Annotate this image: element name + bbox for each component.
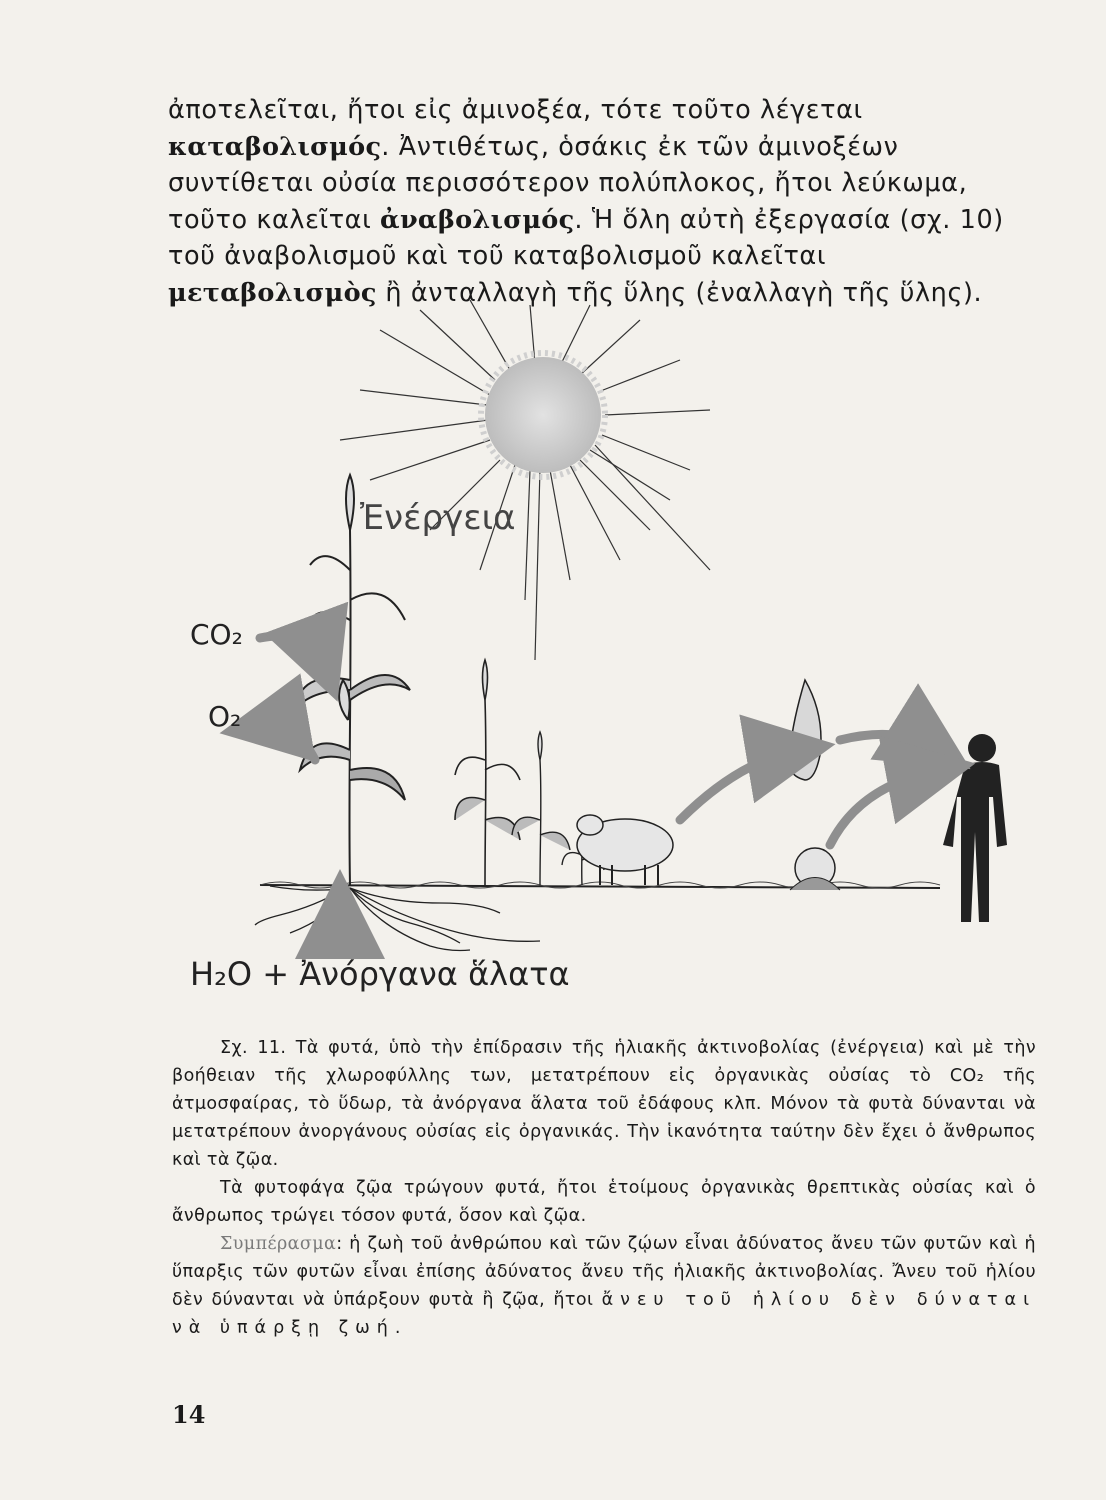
sun-shape (485, 357, 601, 473)
sheep (577, 815, 673, 885)
vegetable (790, 848, 840, 890)
conclusion-spaced: ἄνευ τοῦ ἡλίου δὲν δύναται νὰ ὑπάρξῃ ζωή. (172, 1290, 1037, 1338)
energy-label: Ἐνέργεια (360, 498, 516, 538)
figure-caption (172, 1034, 1036, 1342)
page-number: 14 (172, 1400, 206, 1429)
human-silhouette (943, 734, 1007, 922)
conclusion-text: : ἡ ζωὴ τοῦ ἀνθρώπου καὶ τῶν ζῴων εἶναι ἀδύνατος ἄνευ τῶν φυτῶν καὶ ἡ ὕπαρξις τῶν φυτῶν εἶναι ἐπίσης ἀδύνατος ἄνευ τῆς ἡλιακῆς ἀκτινοβολίας. Ἄνευ τοῦ ἡλίου δὲν δύνανται νὰ ὑπάρξουν φυτὰ ἢ ζῷα, ἤτοι (172, 1234, 1036, 1310)
intro-text-4: ἢ ἀνταλλαγὴ τῆς ὕλης (ἐναλλαγὴ τῆς ὕλης). (376, 277, 983, 308)
intro-text-2: . Ἀντιθέτως, ὁσάκις ἐκ τῶν ἀμινοξέων συντίθεται οὐσία περισσότερον πολύπλοκος, ἤτοι λεύκωμα, τοῦτο καλεῖται (168, 131, 968, 235)
meat-piece (789, 680, 821, 780)
bottom-label: H₂O + Ἀνόργανα ἅλατα (190, 955, 570, 993)
o2-label: O₂ (208, 700, 242, 733)
intro-text-3: . Ἡ ὅλη αὐτὴ ἐξεργασία (σχ. 10) τοῦ ἀναβολισμοῦ καὶ τοῦ καταβολισμοῦ καλεῖται (168, 204, 1004, 271)
conclusion-label: Συμπέρασμα (220, 1234, 337, 1254)
term-catabolism: καταβολισμός (168, 131, 382, 162)
corn-plant-medium (455, 660, 520, 885)
caption-paragraph-1: Σχ. 11. Τὰ φυτά, ὑπὸ τὴν ἐπίδρασιν τῆς ἡλιακῆς ἀκτινοβολίας (ἐνέργεια) καὶ μὲ τὴν βοήθειαν τῆς χλωροφύλλης των, μετατρέπουν εἰς ὀργανικὰς οὐσίας τὸ CO₂ τῆς ἀτμοσφαίρας, τὸ ὕδωρ, τὰ ἀνόργανα ἅλατα τοῦ ἐδάφους κλπ. Μόνον τὰ φυτὰ δύνανται νὰ μετατρέπουν ἀνοργάνους οὐσίας εἰς ὀργανικάς. Τὴν ἱκανότητα ταύτην δὲν ἔχει ὁ ἄνθρωπος καὶ τὰ ζῷα. (172, 1038, 1036, 1170)
co2-label: CO₂ (190, 618, 243, 651)
figure-11-illustration (150, 300, 1050, 1030)
intro-text-1: ἀποτελεῖται, ἤτοι εἰς ἀμινοξέα, τότε τοῦτο λέγεται (168, 95, 863, 125)
term-metabolism: μεταβολισμὸς (168, 277, 377, 308)
roots (255, 885, 540, 951)
intro-paragraph (168, 92, 1040, 311)
caption-paragraph-2: Τὰ φυτοφάγα ζῷα τρώγουν φυτά, ἤτοι ἑτοίμους ὀργανικὰς θρεπτικὰς οὐσίας καὶ ὁ ἄνθρωπος τρώγει τόσον φυτά, ὅσον καὶ ζῷα. (172, 1178, 1036, 1226)
conclusion-paragraph (172, 1230, 1036, 1342)
term-anabolism: ἀναβολισμός (380, 204, 575, 235)
figure-drawing (150, 300, 1050, 1030)
